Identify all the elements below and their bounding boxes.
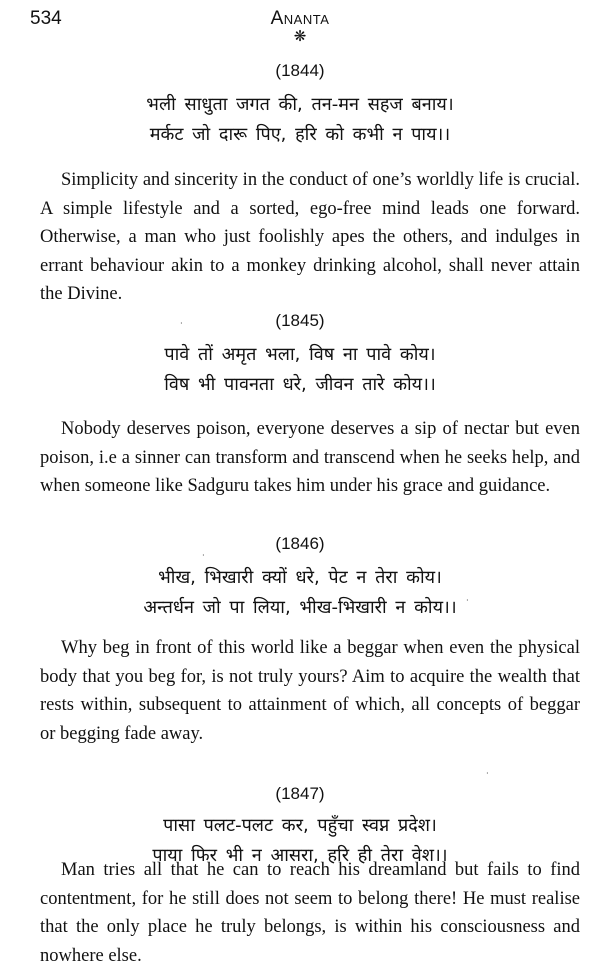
verse-number: (1846) [275,534,325,553]
scan-speck: · [466,596,469,605]
commentary-1846: Why beg in front of this world like a beggar when even the physical body that you beg for, is not truly yours? Aim to acquire the wealth that rests within, subsequent to attainment of which, all concepts of beggar or begging fade away. [40,638,580,744]
ornament-icon: ❋ [293,27,307,45]
verse-line-2: मर्कट जो दारू पिए, हरि को कभी न पाय।। [149,124,451,145]
verse-line-2: पाया फिर भी न आसरा, हरि ही तेरा वेश।। [152,845,448,866]
verse-number: (1847) [275,784,325,803]
scan-speck: · [180,319,183,328]
verse-line-2: विष भी पावनता धरे, जीवन तारे कोय।। [164,374,436,395]
running-title: Ananta [270,8,330,29]
verse-1846 [0,531,600,623]
verse-1845 [0,308,600,400]
verse-line-1: भली साधुता जगत की, तन-मन सहज बनाय। [146,94,454,115]
verse-line-1: पावे तों अमृत भला, विष ना पावे कोय। [164,344,436,365]
scan-speck: · [202,551,205,560]
verse-line-1: भीख, भिखारी क्यों धरे, पेट न तेरा कोय। [158,567,442,588]
page-number: 534 [30,8,62,29]
verse-number: (1844) [275,61,325,80]
commentary-1847: Man tries all that he can to reach his dreamland but fails to find contentment, for he still does not seem to belong there! He must realise that the only place he truly belongs, is within his consciousness and nowhere else. [40,860,580,966]
commentary-1844: Simplicity and sincerity in the conduct of one’s worldly life is crucial. A simple lifestyle and a sorted, ego-free mind leads one forward. Otherwise, a man who just foolishly apes the others, and indulges in errant behaviour akin to a monkey drinking alcohol, shall never attain the Divine. [40,170,580,304]
verse-line-2: अन्तर्धन जो पा लिया, भीख-भिखारी न कोय।। [143,597,457,618]
verse-line-1: पासा पलट-पलट कर, पहुँचा स्वप्न प्रदेश। [163,815,437,836]
verse-number: (1845) [275,311,325,330]
page-header [0,6,600,46]
commentary-1845: Nobody deserves poison, everyone deserves a sip of nectar but even poison, i.e a sinner can transform and transcend when he seeks help, and when someone like Sadguru takes him under his grace and guidance. [40,419,580,496]
verse-1844 [0,58,600,150]
scan-speck: · [486,769,489,778]
